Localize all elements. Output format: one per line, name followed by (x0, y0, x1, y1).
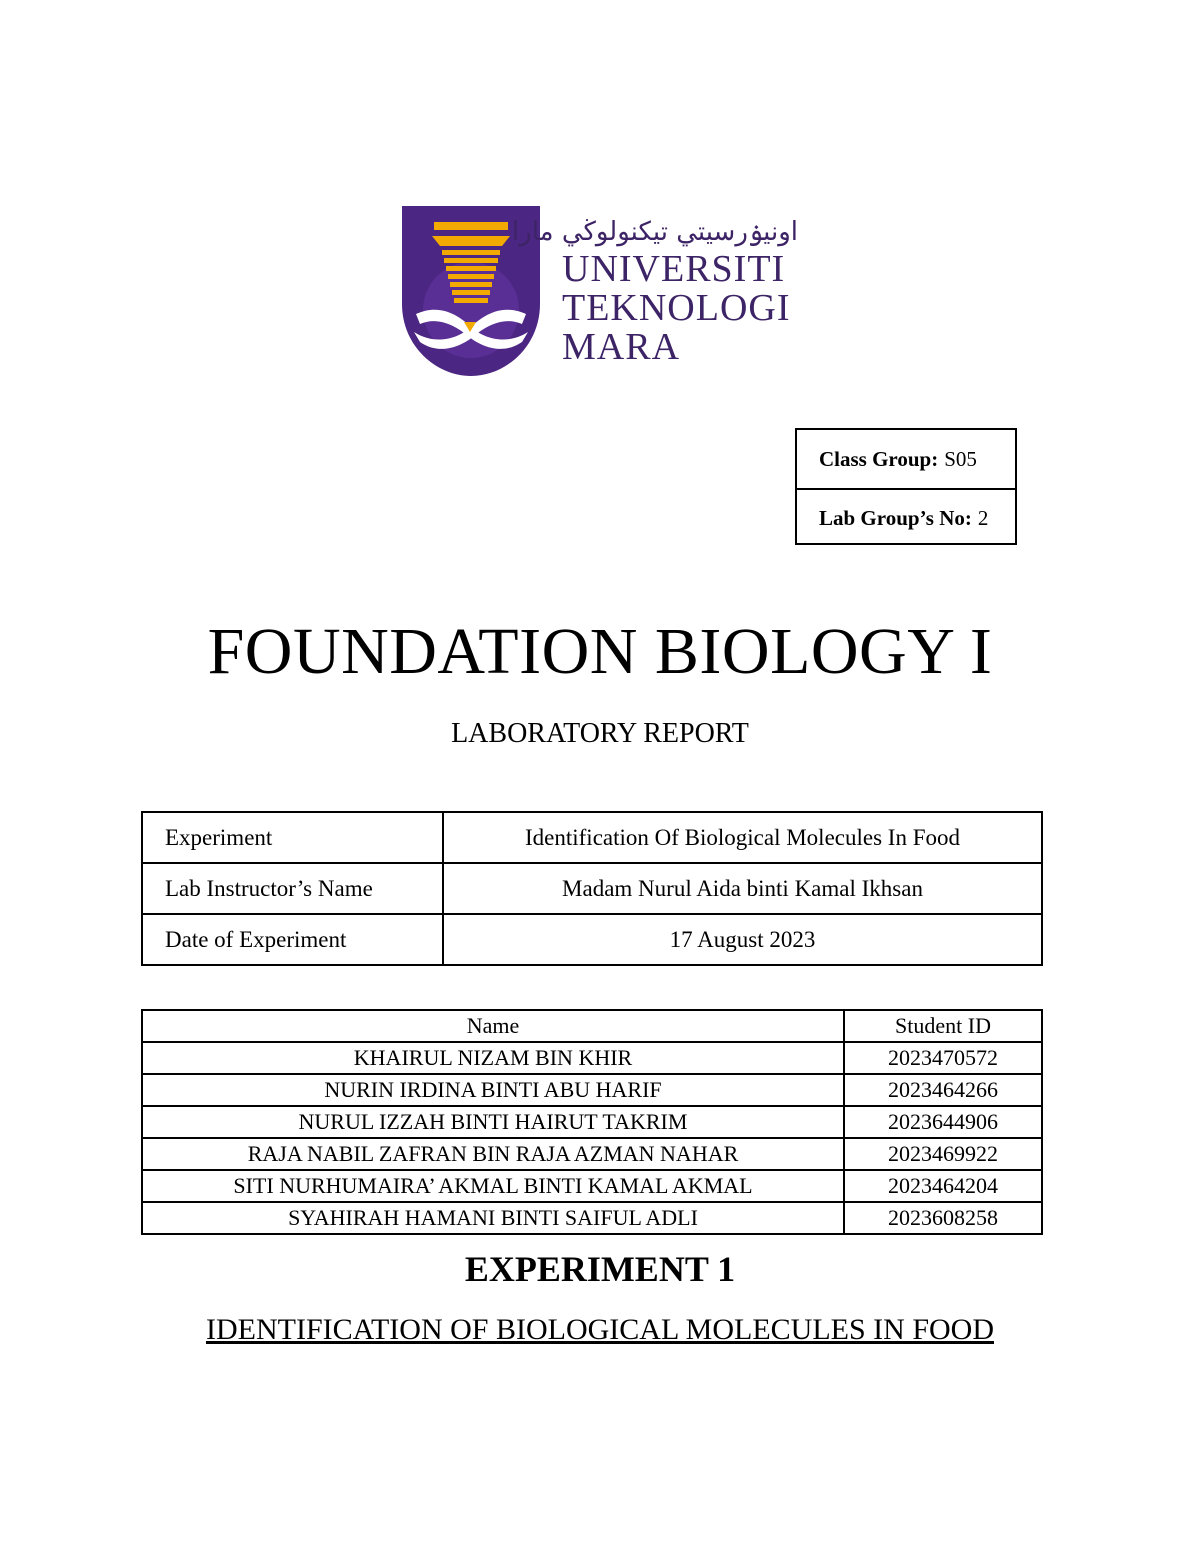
student-name: NURIN IRDINA BINTI ABU HARIF (142, 1074, 844, 1106)
id-column-header: Student ID (844, 1010, 1042, 1042)
student-id: 2023470572 (844, 1042, 1042, 1074)
table-row (142, 1106, 1042, 1138)
info-value: Madam Nurul Aida binti Kamal Ikhsan (443, 863, 1042, 914)
name-column-header: Name (142, 1010, 844, 1042)
lab-group-value: 2 (977, 505, 989, 530)
table-row (142, 1074, 1042, 1106)
info-value: 17 August 2023 (443, 914, 1042, 965)
student-name: RAJA NABIL ZAFRAN BIN RAJA AZMAN NAHAR (142, 1138, 844, 1170)
table-row (142, 1170, 1042, 1202)
student-id: 2023464266 (844, 1074, 1042, 1106)
info-row (142, 812, 1042, 863)
students-header-row (142, 1010, 1042, 1042)
experiment-info-table (141, 811, 1043, 966)
wordmark-line-1: UNIVERSITI (562, 248, 786, 290)
jawi-text: اونيۏرسيتي تيكنولوڬي مارا (511, 217, 798, 247)
info-key: Lab Instructor’s Name (142, 863, 443, 914)
info-key: Experiment (142, 812, 443, 863)
student-name: SYAHIRAH HAMANI BINTI SAIFUL ADLI (142, 1202, 844, 1234)
lab-group-label: Lab Group’s No: (819, 505, 972, 530)
experiment-subheading: IDENTIFICATION OF BIOLOGICAL MOLECULES IN FOOD (205, 1313, 994, 1346)
student-id: 2023608258 (844, 1202, 1042, 1234)
student-name: SITI NURHUMAIRA’ AKMAL BINTI KAMAL AKMAL (142, 1170, 844, 1202)
student-id: 2023469922 (844, 1138, 1042, 1170)
info-row (142, 914, 1042, 965)
students-table (141, 1009, 1043, 1235)
table-row (142, 1138, 1042, 1170)
wordmark-line-3: MARA (562, 326, 681, 368)
student-name: NURUL IZZAH BINTI HAIRUT TAKRIM (142, 1106, 844, 1138)
class-group-label: Class Group: (819, 446, 939, 471)
group-info-box (795, 428, 1017, 545)
table-row (142, 1042, 1042, 1074)
jawi-script-icon (511, 206, 802, 250)
student-id: 2023464204 (844, 1170, 1042, 1202)
university-wordmark (562, 250, 791, 367)
wordmark-line-2: TEKNOLOGI (562, 287, 791, 329)
student-id: 2023644906 (844, 1106, 1042, 1138)
experiment-heading: EXPERIMENT 1 (464, 1249, 736, 1289)
course-title: FOUNDATION BIOLOGY I (207, 615, 993, 688)
lab-group-cell (797, 488, 1015, 546)
info-key: Date of Experiment (142, 914, 443, 965)
info-value: Identification Of Biological Molecules In Food (443, 812, 1042, 863)
university-logo (402, 206, 802, 376)
report-subtitle: LABORATORY REPORT (451, 718, 749, 749)
student-name: KHAIRUL NIZAM BIN KHIR (142, 1042, 844, 1074)
class-group-value: S05 (944, 446, 977, 471)
info-row (142, 863, 1042, 914)
class-group-cell (797, 430, 1015, 488)
table-row (142, 1202, 1042, 1234)
